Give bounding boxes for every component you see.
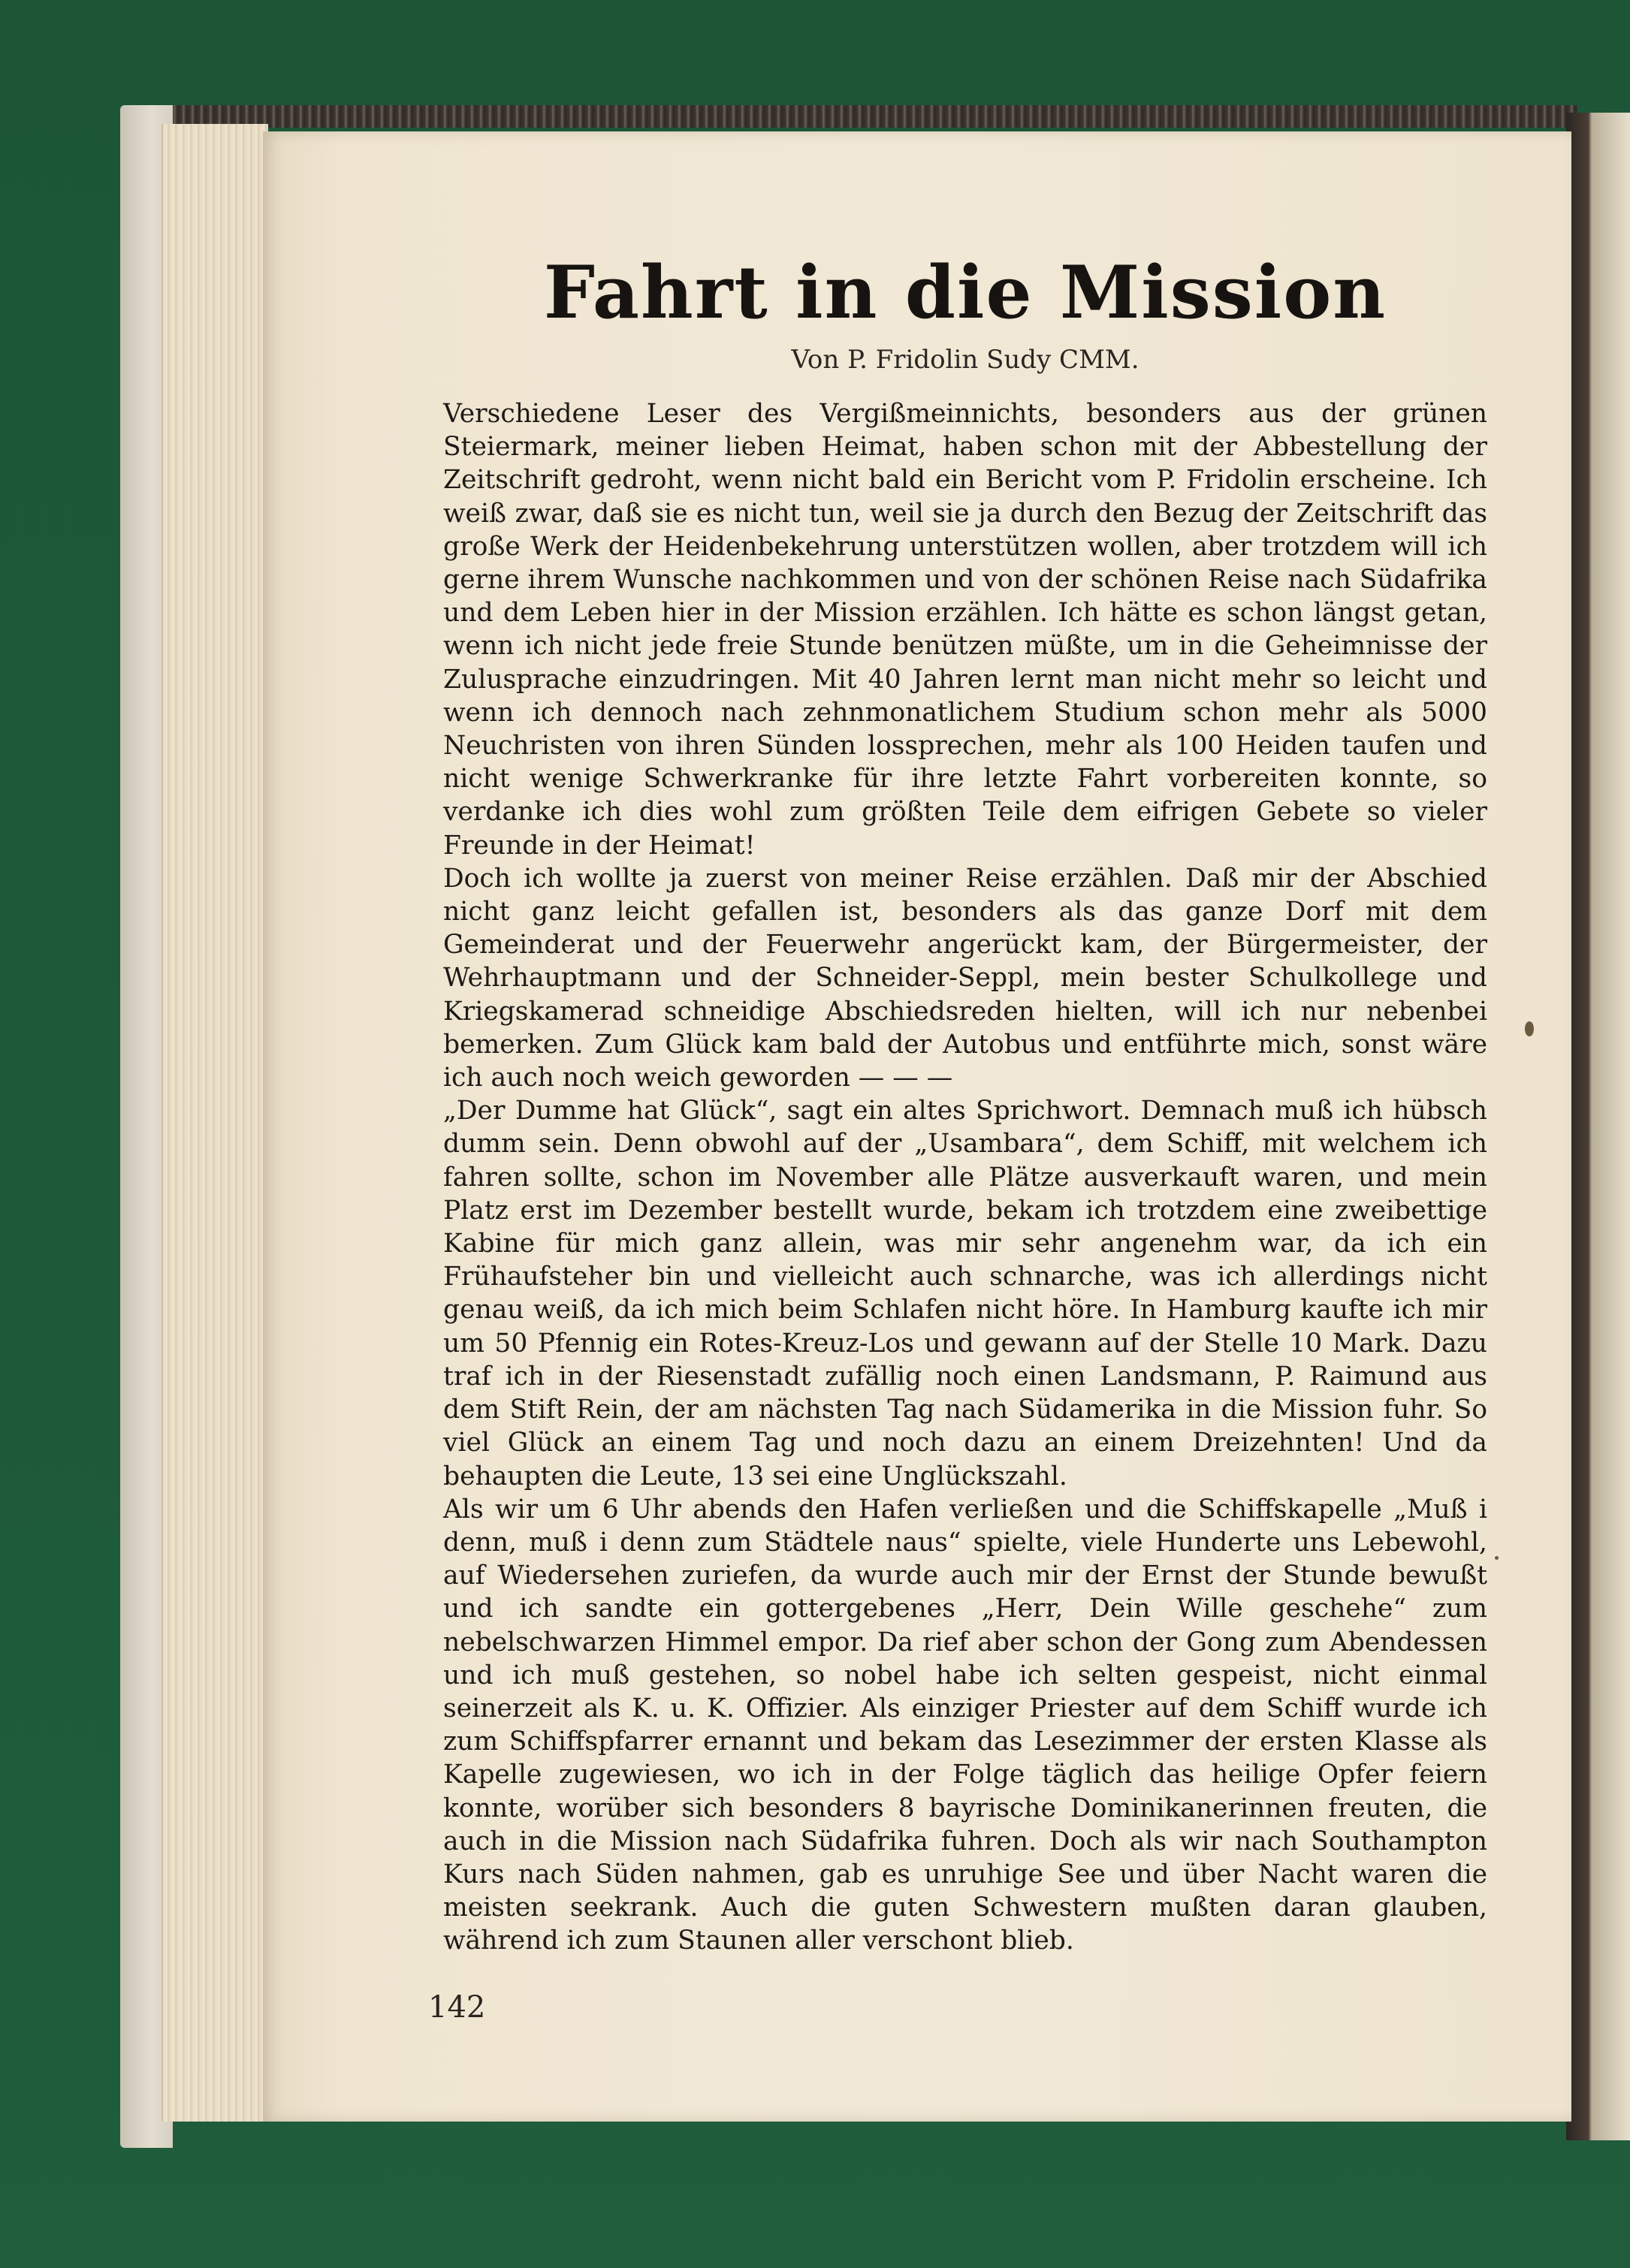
paragraph-2: Doch ich wollte ja zuerst von meiner Reise erzählen. Daß mir der Abschied nicht ganz leicht gefallen ist, besonders als das ganze Dorf mit dem Gemeinderat und der Feuerwehr angerückt kam, der Bürgermeister, der Wehrhauptmann und der Schneider-Seppl, mein bester Schulkollege und Kriegskamerad schneidige Abschiedsreden hielten, will ich nur nebenbei bemerken. Zum Glück kam bald der Autobus und entführte mich, sonst wäre ich auch noch weich geworden — — — [443, 863, 1487, 1093]
book-cover-right [1566, 113, 1630, 2140]
article-title: Fahrt in die Mission [543, 250, 1387, 335]
page-content [443, 252, 1487, 1958]
page-stack-edge [161, 124, 268, 2122]
page-number: 142 [428, 1990, 486, 2025]
paragraph-4: Als wir um 6 Uhr abends den Hafen verließen und die Schiffskapelle „Muß i denn, muß i denn zum Städtele naus“ spielte, viele Hunderte uns Lebewohl, auf Wiedersehen zuriefen, da wurde auch mir der Ernst der Stunde bewußt und ich sandte ein gottergebenes „Herr, Dein Wille geschehe“ zum nebelschwarzen Himmel empor. Da rief aber schon der Gong zum Abendessen und ich muß gestehen, so nobel habe ich selten gespeist, nicht einmal seinerzeit als K. u. K. Offizier. Als einziger Priester auf dem Schiff wurde ich zum Schiffspfarrer ernannt und bekam das Lesezimmer der ersten Klasse als Kapelle zugewiesen, wo ich in der Folge täglich das heilige Opfer feiern konnte, worüber sich besonders 8 bayrische Dominikanerinnen freuten, die auch in die Mission nach Südafrika fuhren. Doch als wir nach Southampton Kurs nach Süden nahmen, gab es unruhige See und über Nacht waren die meisten seekrank. Auch die guten Schwestern mußten daran glauben, während ich zum Staunen aller verschont blieb. [443, 1494, 1487, 1956]
paragraph-1: Verschiedene Leser des Vergißmeinnichts, besonders aus der grünen Steiermark, meiner lieben Heimat, haben schon mit der Abbestellung der Zeitschrift gedroht, wenn nicht bald ein Bericht vom P. Fridolin erscheine. Ich weiß zwar, daß sie es nicht tun, weil sie ja durch den Bezug der Zeitschrift das große Werk der Heidenbekehrung unterstützen wollen, aber trotzdem will ich gerne ihrem Wunsche nachkommen und von der schönen Reise nach Südafrika und dem Leben hier in der Mission erzählen. Ich hätte es schon längst getan, wenn ich nicht jede freie Stunde benützen müßte, um in die Geheimnisse der Zulusprache einzudringen. Mit 40 Jahren lernt man nicht mehr so leicht und wenn ich dennoch nach zehnmonatlichem Studium schon mehr als 5000 Neuchristen von ihren Sünden lossprechen, mehr als 100 Heiden taufen und nicht wenige Schwerkranke für ihre letzte Fahrt vorbereiten konnte, so verdanke ich dies wohl zum größten Teile dem eifrigen Gebete so vieler Freunde in der Heimat! [443, 399, 1487, 861]
article-byline: Von P. Fridolin Sudy CMM. [791, 345, 1139, 375]
margin-mark-small [1495, 1556, 1499, 1560]
book-top-edge [150, 105, 1577, 128]
book-page [263, 131, 1571, 2122]
margin-mark [1525, 1021, 1534, 1036]
paragraph-3: „Der Dumme hat Glück“, sagt ein altes Sprichwort. Demnach muß ich hübsch dumm sein. Denn obwohl auf der „Usambara“, dem Schiff, mit welchem ich fahren sollte, schon im November alle Plätze ausverkauft waren, und mein Platz erst im Dezember bestellt wurde, bekam ich trotzdem eine zweibettige Kabine für mich ganz allein, was mir sehr angenehm war, da ich ein Frühaufsteher bin und vielleicht auch schnarche, was ich allerdings nicht genau weiß, da ich mich beim Schlafen nicht höre. In Hamburg kaufte ich mir um 50 Pfennig ein Rotes-Kreuz-Los und gewann auf der Stelle 10 Mark. Dazu traf ich in der Riesenstadt zufällig noch einen Landsmann, P. Raimund aus dem Stift Rein, der am nächsten Tag nach Südamerika in die Mission fuhr. So viel Glück an einem Tag und noch dazu an einem Dreizehnten! Und da behaupten die Leute, 13 sei eine Unglückszahl. [443, 1096, 1487, 1491]
